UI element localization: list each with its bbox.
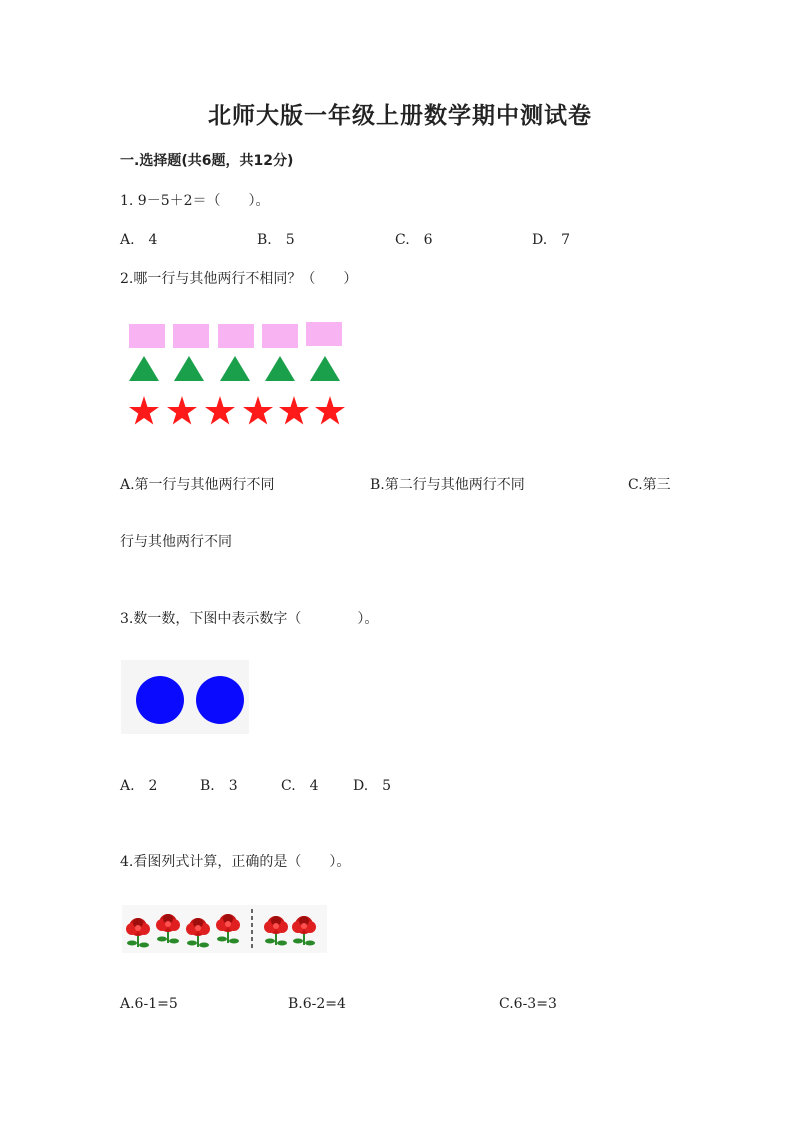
question-1-option-d[interactable]: D. 7 <box>532 232 571 248</box>
circles-figure <box>121 660 249 734</box>
red-star-icon <box>315 396 345 425</box>
question-3-option-c[interactable]: C. 4 <box>281 778 319 794</box>
flowers-figure <box>122 905 327 953</box>
green-triangle-icon <box>265 356 295 381</box>
question-2-option-c[interactable]: C.第三 <box>628 477 671 493</box>
red-star-icon <box>129 396 159 425</box>
green-triangle-icon <box>129 356 159 381</box>
question-2-option-c-continued[interactable]: 行与其他两行不同 <box>120 534 232 550</box>
red-star-icon <box>205 396 235 425</box>
question-4-option-a[interactable]: A.6-1=5 <box>120 996 178 1012</box>
question-4-option-b[interactable]: B.6-2=4 <box>288 996 346 1012</box>
question-3-option-d[interactable]: D. 5 <box>353 778 392 794</box>
question-2-stem: 2.哪一行与其他两行不相同？（ ） <box>120 271 358 287</box>
question-3-option-a[interactable]: A. 2 <box>120 778 158 794</box>
question-4-stem: 4.看图列式计算，正确的是（ ）。 <box>120 854 351 870</box>
blue-circle-icon <box>136 676 184 724</box>
question-1-option-a[interactable]: A. 4 <box>120 232 158 248</box>
page-title: 北师大版一年级上册数学期中测试卷 <box>208 102 592 129</box>
question-3-stem: 3.数一数，下图中表示数字（ ）。 <box>120 611 379 627</box>
question-1-stem: 1. 9－5＋2＝（ ）。 <box>120 193 270 209</box>
green-triangle-icon <box>174 356 204 381</box>
shapes-figure <box>122 318 352 436</box>
rectangle-row <box>129 322 342 348</box>
question-1-option-c[interactable]: C. 6 <box>395 232 433 248</box>
blue-circle-icon <box>196 676 244 724</box>
question-3-option-b[interactable]: B. 3 <box>200 778 238 794</box>
star-row <box>129 396 345 425</box>
question-4-option-c[interactable]: C.6-3=3 <box>499 996 557 1012</box>
green-triangle-icon <box>310 356 340 381</box>
question-2-option-b[interactable]: B.第二行与其他两行不同 <box>370 477 525 493</box>
question-2-option-a[interactable]: A.第一行与其他两行不同 <box>120 477 275 493</box>
red-star-icon <box>243 396 273 425</box>
green-triangle-icon <box>220 356 250 381</box>
pink-rectangle-icon <box>129 324 165 348</box>
pink-rectangle-icon <box>173 324 209 348</box>
red-star-icon <box>167 396 197 425</box>
pink-rectangle-icon <box>262 324 298 348</box>
red-star-icon <box>279 396 309 425</box>
pink-rectangle-icon <box>218 324 254 348</box>
section-heading: 一.选择题(共6题，共12分) <box>120 153 294 169</box>
triangle-row <box>129 356 340 381</box>
question-1-option-b[interactable]: B. 5 <box>257 232 295 248</box>
pink-rectangle-icon <box>306 322 342 346</box>
